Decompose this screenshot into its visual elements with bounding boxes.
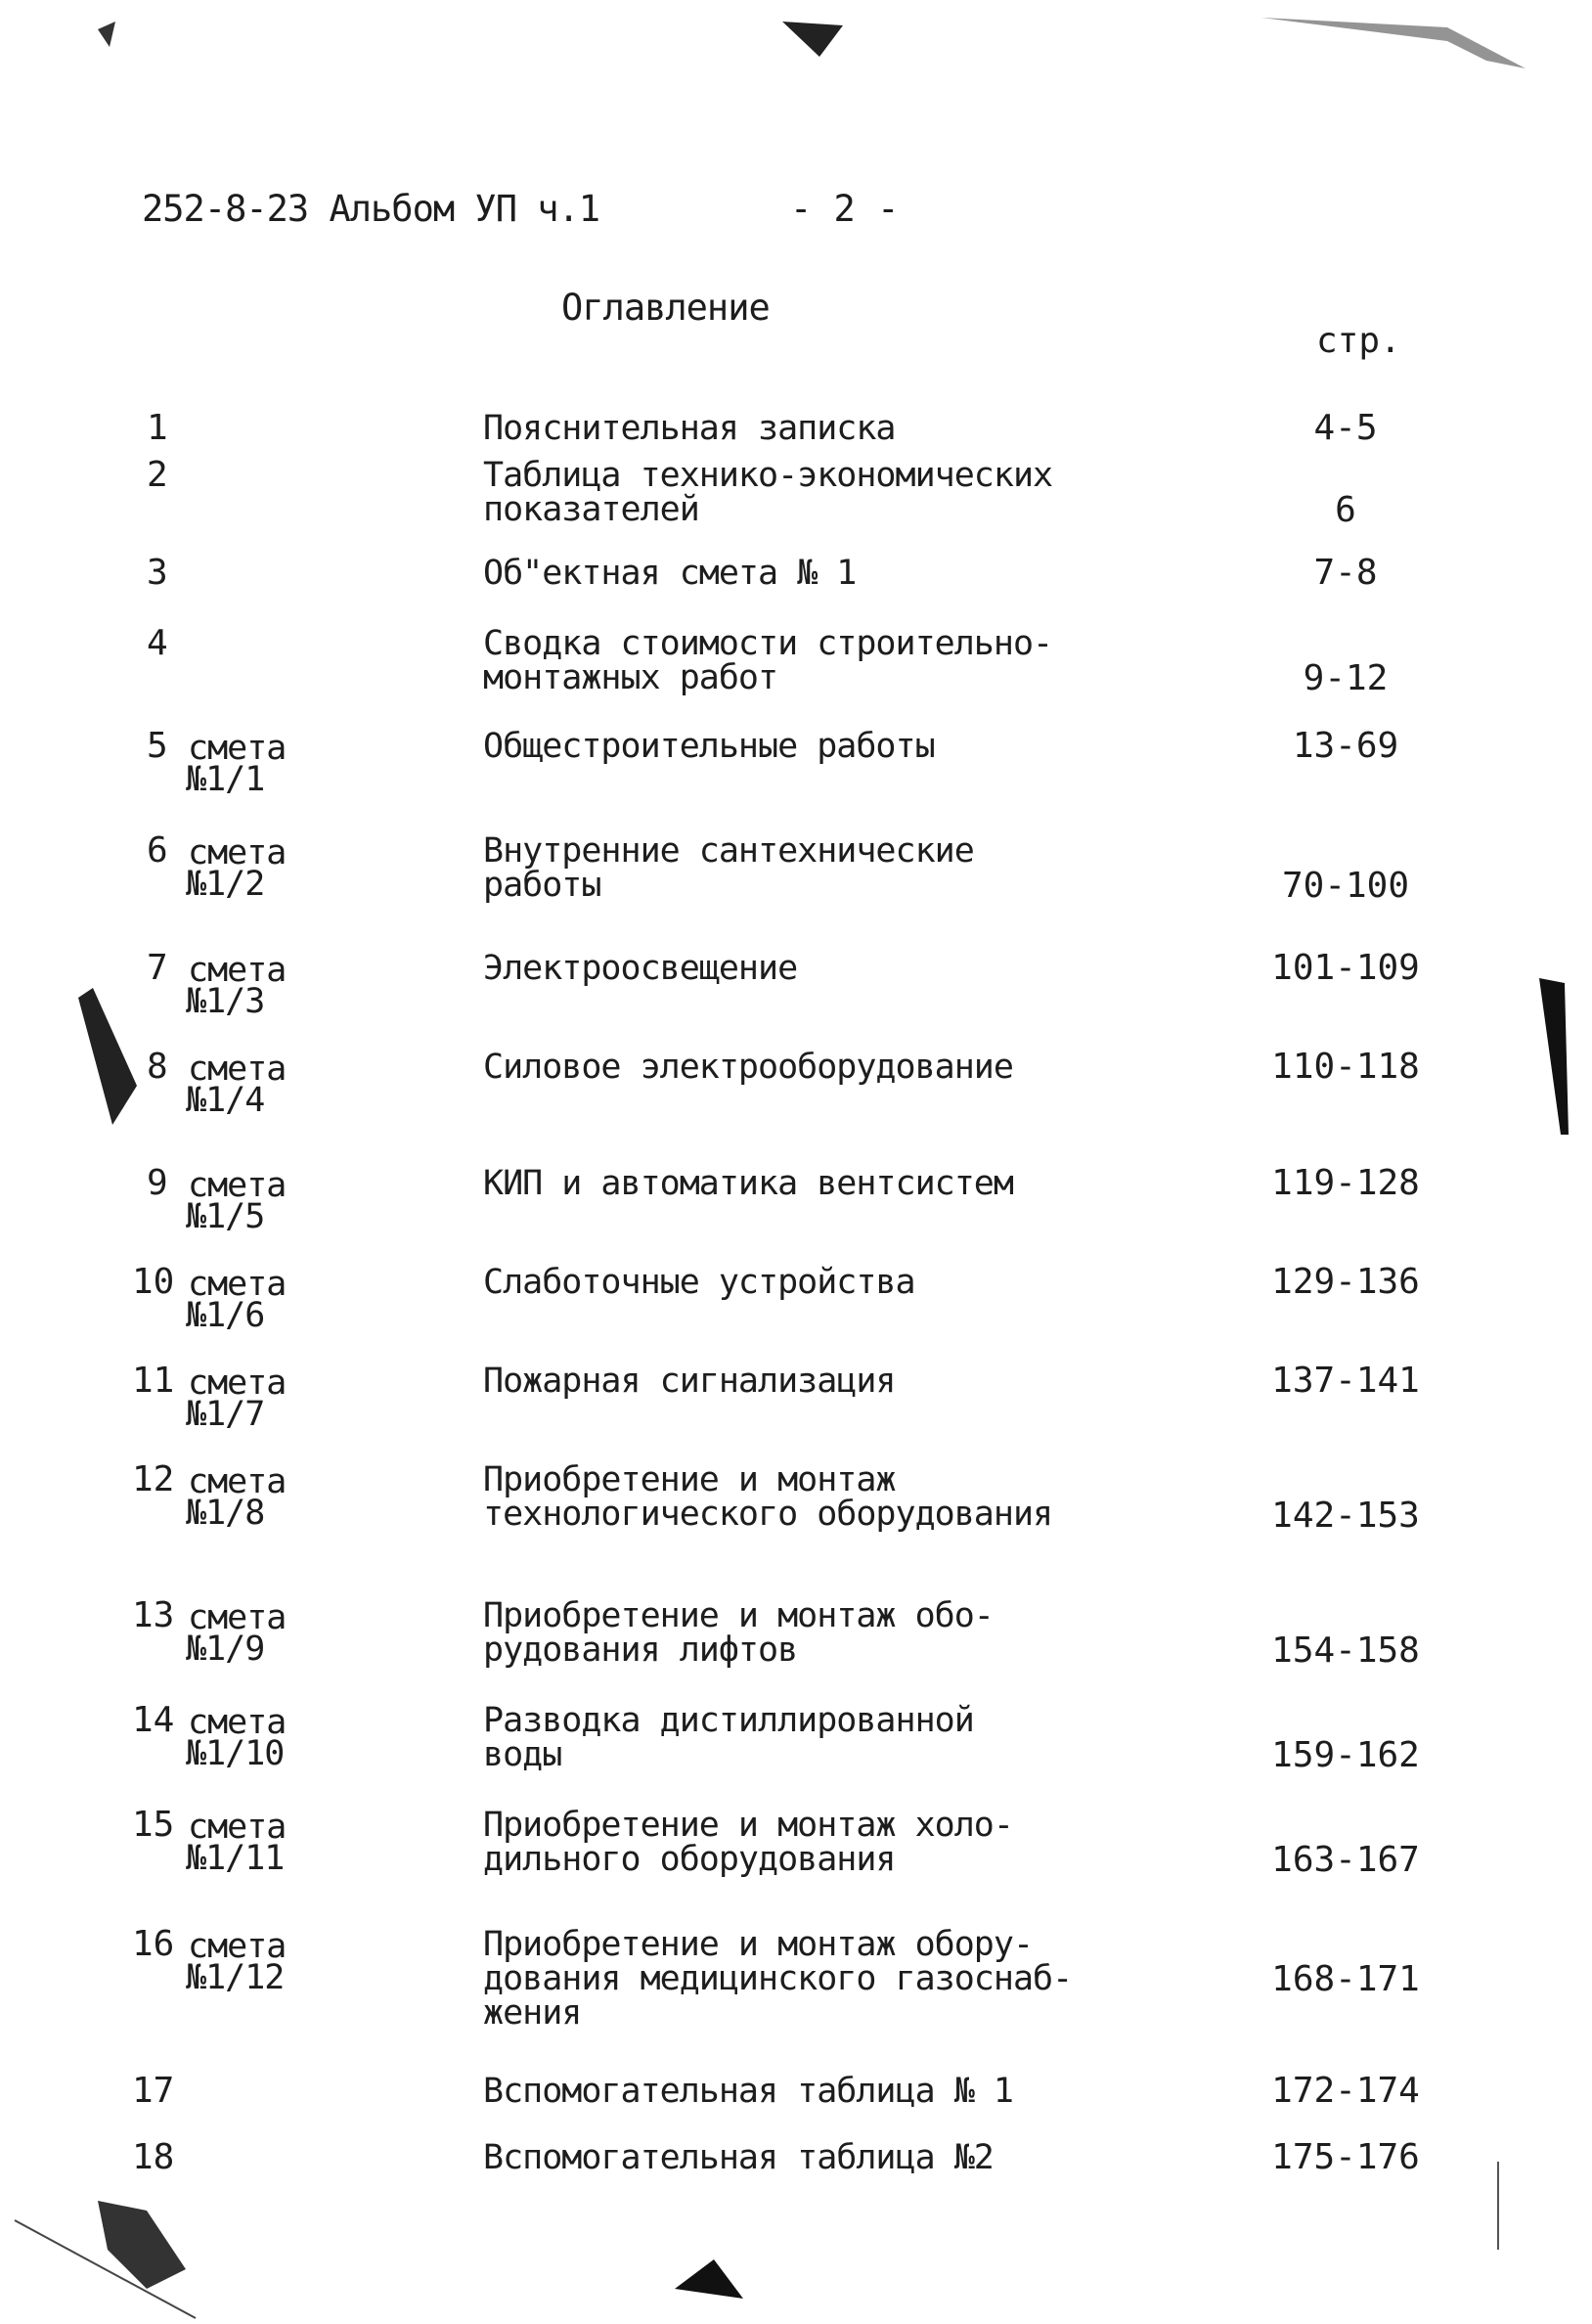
- entry-title-line: Силовое электрооборудование: [483, 1048, 1013, 1087]
- scan-blot-left: [78, 988, 137, 1125]
- entry-pages: 168-171: [1271, 1959, 1420, 1999]
- entry-pages: 6: [1335, 490, 1356, 530]
- entry-title-line: Вспомогательная таблица №2: [483, 2138, 994, 2177]
- entry-title-line: Приобретение и монтаж обору-: [483, 1925, 1034, 1964]
- entry-pages: 137-141: [1271, 1361, 1420, 1401]
- entry-pages: 172-174: [1271, 2071, 1420, 2111]
- entry-code: №1/11: [186, 1839, 285, 1878]
- entry-kind: смета: [188, 1166, 287, 1205]
- entry-title-line: технологического оборудования: [483, 1495, 1053, 1534]
- entry-number: 14: [132, 1700, 175, 1740]
- entry-kind: смета: [188, 1050, 287, 1089]
- entry-title-line: Таблица технико-экономических: [483, 456, 1053, 495]
- entry-title-line: работы: [483, 866, 601, 905]
- scan-blot-top-left: [98, 22, 115, 47]
- entry-number: 10: [132, 1262, 175, 1302]
- entry-title-line: Слаботочные устройства: [483, 1263, 915, 1302]
- entry-code: №1/6: [186, 1296, 265, 1335]
- entry-number: 6: [147, 830, 168, 871]
- page-number: - 2 -: [790, 188, 900, 230]
- entry-title-line: Электроосвещение: [483, 949, 798, 988]
- entry-title-line: Внутренние сантехнические: [483, 831, 974, 871]
- entry-code: №1/3: [186, 982, 265, 1021]
- entry-number: 7: [147, 948, 168, 988]
- entry-pages: 13-69: [1292, 726, 1399, 766]
- entry-number: 12: [132, 1459, 175, 1499]
- entry-title-line: Сводка стоимости строительно-: [483, 624, 1053, 663]
- entry-number: 13: [132, 1595, 175, 1635]
- scan-bar-right: [1539, 978, 1569, 1135]
- scan-streak-top-right: [1261, 18, 1526, 68]
- entry-title-line: Пожарная сигнализация: [483, 1362, 896, 1401]
- entry-pages: 101-109: [1271, 948, 1420, 988]
- entry-title-line: дильного оборудования: [483, 1840, 896, 1879]
- scan-blot-top-center: [782, 22, 843, 57]
- toc-title: Оглавление: [561, 287, 770, 329]
- entry-kind: смета: [188, 833, 287, 872]
- entry-pages: 70-100: [1281, 866, 1410, 906]
- entry-number: 18: [132, 2137, 175, 2177]
- entry-pages: 7-8: [1313, 553, 1378, 593]
- entry-title-line: КИП и автоматика вентсистем: [483, 1164, 1013, 1203]
- entry-pages: 119-128: [1271, 1163, 1420, 1203]
- entry-number: 9: [147, 1163, 168, 1203]
- scan-line-bottom-left: [15, 2220, 196, 2318]
- entry-pages: 159-162: [1271, 1735, 1420, 1775]
- entry-title-line: Приобретение и монтаж обо-: [483, 1596, 994, 1635]
- entry-pages: 175-176: [1271, 2137, 1420, 2177]
- entry-title-line: Разводка дистиллированной: [483, 1701, 974, 1740]
- entry-kind: смета: [188, 951, 287, 990]
- entry-number: 8: [147, 1047, 168, 1087]
- entry-code: №1/5: [186, 1197, 265, 1236]
- entry-kind: смета: [188, 1598, 287, 1637]
- entry-pages: 9-12: [1303, 658, 1389, 698]
- entry-title-line: рудования лифтов: [483, 1631, 798, 1670]
- entry-number: 11: [132, 1361, 175, 1401]
- entry-code: №1/10: [186, 1734, 285, 1773]
- entry-number: 5: [147, 726, 168, 766]
- entry-kind: смета: [188, 1703, 287, 1742]
- entry-pages: 129-136: [1271, 1262, 1420, 1302]
- entry-title-line: показателей: [483, 490, 699, 529]
- entry-kind: смета: [188, 1927, 287, 1966]
- scan-blot-bottom-left: [98, 2201, 186, 2289]
- entry-title-line: Пояснительная записка: [483, 409, 896, 448]
- entry-title-line: Приобретение и монтаж: [483, 1460, 896, 1499]
- entry-code: №1/4: [186, 1081, 265, 1120]
- entry-number: 4: [147, 623, 168, 663]
- entry-code: №1/1: [186, 760, 265, 799]
- entry-pages: 163-167: [1271, 1840, 1420, 1880]
- entry-code: №1/12: [186, 1958, 285, 1997]
- entry-code: №1/7: [186, 1395, 265, 1434]
- entry-pages: 142-153: [1271, 1496, 1420, 1536]
- entry-title-line: жения: [483, 1993, 582, 2033]
- entry-number: 2: [147, 455, 168, 495]
- entry-kind: смета: [188, 1462, 287, 1501]
- entry-code: №1/9: [186, 1630, 265, 1669]
- document-code: 252-8-23 Альбом УП ч.1: [142, 188, 600, 230]
- entry-number: 1: [147, 408, 168, 448]
- entry-number: 16: [132, 1924, 175, 1964]
- entry-number: 17: [132, 2071, 175, 2111]
- entry-pages: 4-5: [1313, 408, 1378, 448]
- entry-number: 15: [132, 1805, 175, 1845]
- entry-kind: смета: [188, 1265, 287, 1304]
- scan-blot-bottom-center: [675, 2259, 743, 2299]
- entry-pages: 110-118: [1271, 1047, 1420, 1087]
- entry-title-line: Об"ектная смета № 1: [483, 554, 857, 593]
- entry-title-line: воды: [483, 1735, 562, 1774]
- entry-title-line: Приобретение и монтаж холо-: [483, 1806, 1013, 1845]
- entry-pages: 154-158: [1271, 1631, 1420, 1671]
- entry-title-line: Общестроительные работы: [483, 727, 935, 766]
- entry-kind: смета: [188, 1363, 287, 1403]
- entry-title-line: Вспомогательная таблица № 1: [483, 2072, 1013, 2111]
- entry-title-line: дования медицинского газоснаб-: [483, 1959, 1073, 1998]
- pages-column-header: стр.: [1316, 321, 1401, 361]
- entry-kind: смета: [188, 729, 287, 768]
- entry-kind: смета: [188, 1808, 287, 1847]
- entry-number: 3: [147, 553, 168, 593]
- entry-code: №1/2: [186, 865, 265, 904]
- entry-code: №1/8: [186, 1494, 265, 1533]
- entry-title-line: монтажных работ: [483, 658, 778, 697]
